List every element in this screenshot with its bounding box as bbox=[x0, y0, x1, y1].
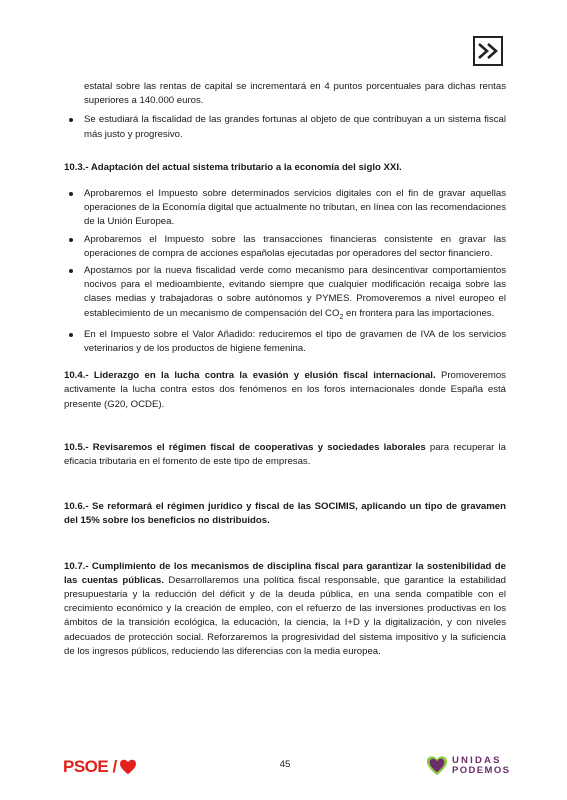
heart-icon bbox=[426, 755, 448, 777]
section-heading: 10.4.- Liderazgo en la lucha contra la evasión y elusión fiscal internacional. bbox=[64, 370, 436, 382]
section-heading: 10.5.- Revisaremos el régimen fiscal de cooperativas y sociedades laborales bbox=[64, 441, 426, 453]
section-text: para recuperar la eficacia tributaria en el fomento de este tipo de empresas. bbox=[64, 441, 506, 467]
list-item bbox=[64, 264, 506, 325]
intro-bullets bbox=[64, 113, 506, 141]
page-number: 45 bbox=[279, 759, 291, 770]
bullet-text: Apostamos por la nueva fiscalidad verde como mecanismo para desincentivar comportamientos nocivos para el medioambiente, evitando siempre que cualquier modificación recaiga sobre las clases medias y trabajadoras o sobre autónomos y PYMES. Promoveremos a nivel europeo el establecimiento de un mecanismo de compensación del CO bbox=[84, 265, 506, 319]
section-10-4 bbox=[64, 369, 506, 412]
section-10-7 bbox=[64, 560, 506, 659]
list-item: En el Impuesto sobre el Valor Añadido: reduciremos el tipo de gravamen de IVA de los servicios veterinarios y de los productos de higiene femenina. bbox=[64, 328, 506, 356]
document-body bbox=[64, 80, 506, 659]
section-title-10-3: 10.3.- Adaptación del actual sistema tributario a la economía del siglo XXI. bbox=[64, 161, 402, 173]
section-heading: 10.6.- Se reformará el régimen jurídico y fiscal de las SOCIMIS, aplicando un tipo de gravamen del 15% sobre los beneficios no distribuidos. bbox=[64, 501, 506, 527]
list-item: Se estudiará la fiscalidad de las grandes fortunas al objeto de que contribuyan a un sistema fiscal más justo y progresivo. bbox=[64, 113, 506, 141]
section-10-6 bbox=[64, 500, 506, 528]
unidas-podemos-logo bbox=[426, 752, 516, 780]
section-text: Desarrollaremos una política fiscal responsable, que garantice la estabilidad presupuestaria y la reducción del déficit y de la deuda pública, en una senda compatible con el crecimiento económico y la creación de empleo, con el refuerzo de las inversiones productivas en los ámbitos de la transición ecológica, la educación, la ciencia, la I+D y la digitalización, y con niveles adecuados de protección social. Reforzaremos la progresividad del sistema impositivo y la suficiencia de los ingresos públicos, reduciendo las diferencias con la media europea. bbox=[64, 574, 506, 657]
list-item: Aprobaremos el Impuesto sobre las transacciones financieras consistente en gravar las operaciones de compra de acciones españolas ejecutadas por operadores del sector financiero. bbox=[64, 233, 506, 261]
section-heading: 10.7.- Cumplimiento de los mecanismos de disciplina fiscal para garantizar la sostenibilidad de las cuentas públicas. bbox=[64, 560, 506, 586]
unidas-podemos-text bbox=[452, 756, 510, 776]
psoe-logo-text: PSOE / bbox=[63, 757, 117, 776]
section-text: Promoveremos activamente la lucha contra estos dos fenómenos en los foros internacionales donde España está presente (G20, OCDE). bbox=[64, 370, 506, 410]
logo-line-1: UNIDAS bbox=[452, 755, 502, 766]
logo-line-2: PODEMOS bbox=[452, 765, 511, 776]
subscript: 2 bbox=[339, 313, 344, 321]
section-10-3-bullets bbox=[64, 187, 506, 356]
section-10-5 bbox=[64, 441, 506, 469]
continuation-text: estatal sobre las rentas de capital se incrementará en 4 puntos porcentuales para dichas rentas superiores a 140.000 euros. bbox=[84, 81, 506, 107]
heart-icon bbox=[119, 759, 137, 775]
bullet-text: en frontera para las importaciones. bbox=[343, 307, 495, 319]
psoe-logo bbox=[63, 757, 137, 777]
list-item: Aprobaremos el Impuesto sobre determinados servicios digitales con el fin de gravar aquellas operaciones de la Economía digital que actualmente no tributan, en línea con las recomendaciones de la Unión Europea. bbox=[64, 187, 506, 230]
double-chevron-right-icon bbox=[473, 36, 503, 66]
